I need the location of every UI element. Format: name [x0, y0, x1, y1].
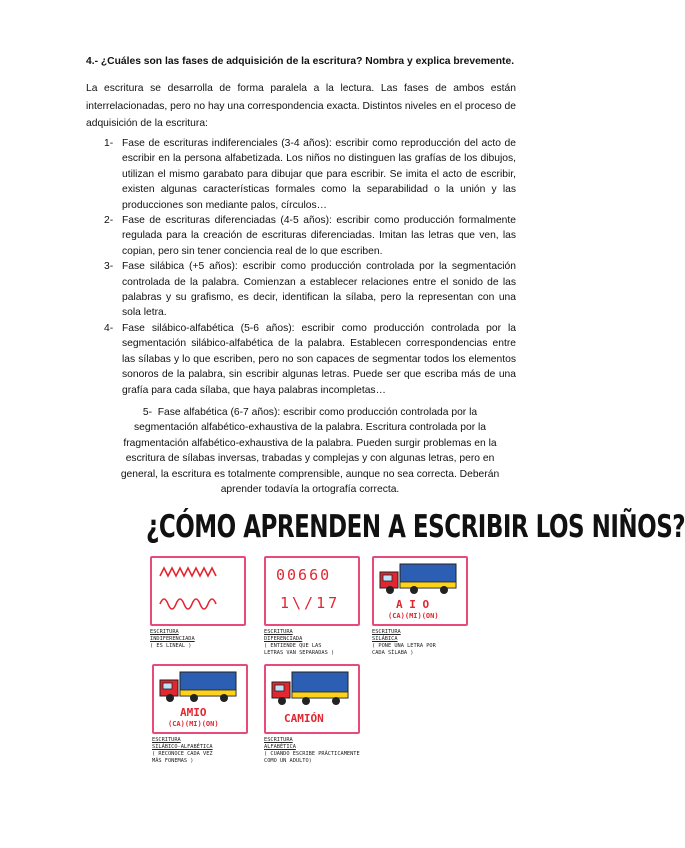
phase-text: Fase silábico-alfabética (5-6 años): escribir como producción controlada por la segmentación silábico-alfabética de la palabra. Establecen correspondencias entre las sílabas y lo que escriben, pero no son capaces de segmentar todos los elementos sonoros de la palabra, sin escribir algunas letras. Puede ser que escriba más de una grafía para cada sílaba, que haya palabras incompletas… — [122, 322, 516, 396]
alphabetic-word: CAMIÓN — [284, 712, 324, 725]
syllabic-alphabetic-word: AMIO — [180, 706, 207, 719]
panel-frame — [152, 664, 248, 734]
syllable-breakdown: (CA)(MI)(ON) — [168, 720, 219, 728]
phase-item — [86, 136, 516, 213]
caption-title: ESCRITURA SILÁBICO-ALFABÉTICA — [152, 737, 213, 750]
illustration-title: ¿CÓMO APRENDEN A ESCRIBIR LOS NIÑOS? — [146, 510, 685, 546]
panel-caption — [372, 629, 470, 657]
syllabic-word: A I O — [396, 598, 430, 611]
phase-5-paragraph — [112, 405, 508, 497]
phase-text: Fase alfabética (6-7 años): escribir como producción controlada por la segmentación alfabético-exhaustiva de la palabra. Escritura controlada por la fragmentación alfabético-exhaustiva de la palabra. Pueden surgir problemas en la escritura de sílabas inversas, trabadas y complejas y con algunas letras, pero en general, la escritura es totalmente comprensible, aunque no sea correcta. Deberán aprender todavía la ortografía correcta. — [120, 407, 500, 496]
intro-paragraph: La escritura se desarrolla de forma paralela a la lectura. Las fases de ambos están interrelacionadas, pero no hay una correspondencia exacta. Distintos niveles en el proceso de adquisición de la escritura: — [86, 83, 516, 130]
panel-caption — [264, 737, 362, 765]
panel-alfabetica — [264, 664, 362, 765]
caption-description: ( CUANDO ESCRIBE PRÁCTICAMENTE COMO UN ADULTO) — [264, 751, 360, 764]
caption-title: ESCRITURA SILÁBICA — [372, 629, 401, 642]
phase-number: 5- — [142, 407, 153, 418]
phase-number: 4- — [104, 322, 114, 334]
caption-description: ( RECONOCE CADA VEZ MÁS FONEMAS ) — [152, 751, 213, 764]
caption-description: ( ES LINEAL ) — [150, 643, 192, 649]
sample-glyphs-top: 00660 — [276, 566, 332, 584]
truck-icon — [374, 558, 466, 598]
panel-frame — [264, 556, 360, 626]
loop-scribble — [160, 599, 216, 609]
syllable-breakdown: (CA)(MI)(ON) — [388, 612, 439, 620]
phase-text: Fase de escrituras indiferenciales (3-4 años): escribir como reproducción del acto de escribir en la persona alfabetizada. Los niños no distinguen las grafías de los dibujos, utilizan el mismo garabato para dibujar que para escribir. Se imita el acto de escribir, existen algunas características formales como la separabilidad o la unión y las producciones son mediante palos, círculos… — [122, 138, 516, 211]
panel-caption — [152, 737, 250, 765]
caption-description: ( ENTIENDE QUE LAS LETRAS VAN SEPARADAS ) — [264, 643, 335, 656]
panel-caption — [150, 629, 248, 650]
panel-frame — [264, 664, 360, 734]
phase-number: 2- — [104, 215, 114, 227]
phase-number: 1- — [104, 138, 114, 149]
sample-glyphs-bottom: 1\/17 — [280, 594, 341, 612]
writing-stages-illustration — [146, 510, 685, 768]
phase-item — [86, 321, 516, 398]
panel-silabico-alfabetica — [152, 664, 250, 765]
panel-silabica — [372, 556, 470, 657]
panel-diferenciada — [264, 556, 362, 657]
phase-text: Fase de escrituras diferenciadas (4-5 años): escribir como producción formalmente regulada para la creación de escrituras diferenciadas. Imitan las letras que ven, las copian, pero sin tener conciencia real de lo que escriben. — [122, 215, 516, 257]
caption-description: ( PONE UNA LETRA POR CADA SÍLABA ) — [372, 643, 436, 656]
panel-indiferenciada — [150, 556, 248, 650]
truck-icon — [154, 666, 246, 706]
panel-frame — [150, 556, 246, 626]
panel-frame — [372, 556, 468, 626]
phases-list — [86, 136, 516, 398]
caption-title: ESCRITURA ALFABÉTICA — [264, 737, 296, 750]
question-heading: 4.- ¿Cuáles son las fases de adquisición de la escritura? Nombra y explica brevemente. — [86, 56, 515, 67]
panel-caption — [264, 629, 362, 657]
phase-text: Fase silábica (+5 años): escribir como producción controlada por la segmentación controlada de la palabra. Comienzan a establecer relaciones entre el sonido de las palabras y su grafismo, es decir, identifican la sílaba, pero la representan con una sola letra. — [122, 261, 516, 319]
truck-icon — [266, 666, 358, 710]
phase-item — [86, 259, 516, 321]
phase-number: 3- — [104, 261, 114, 273]
caption-title: ESCRITURA INDIFERENCIADA — [150, 629, 195, 642]
scribble-drawing — [152, 558, 244, 624]
phase-item — [86, 213, 516, 259]
zigzag-scribble — [160, 568, 216, 576]
caption-title: ESCRITURA DIFERENCIADA — [264, 629, 303, 642]
